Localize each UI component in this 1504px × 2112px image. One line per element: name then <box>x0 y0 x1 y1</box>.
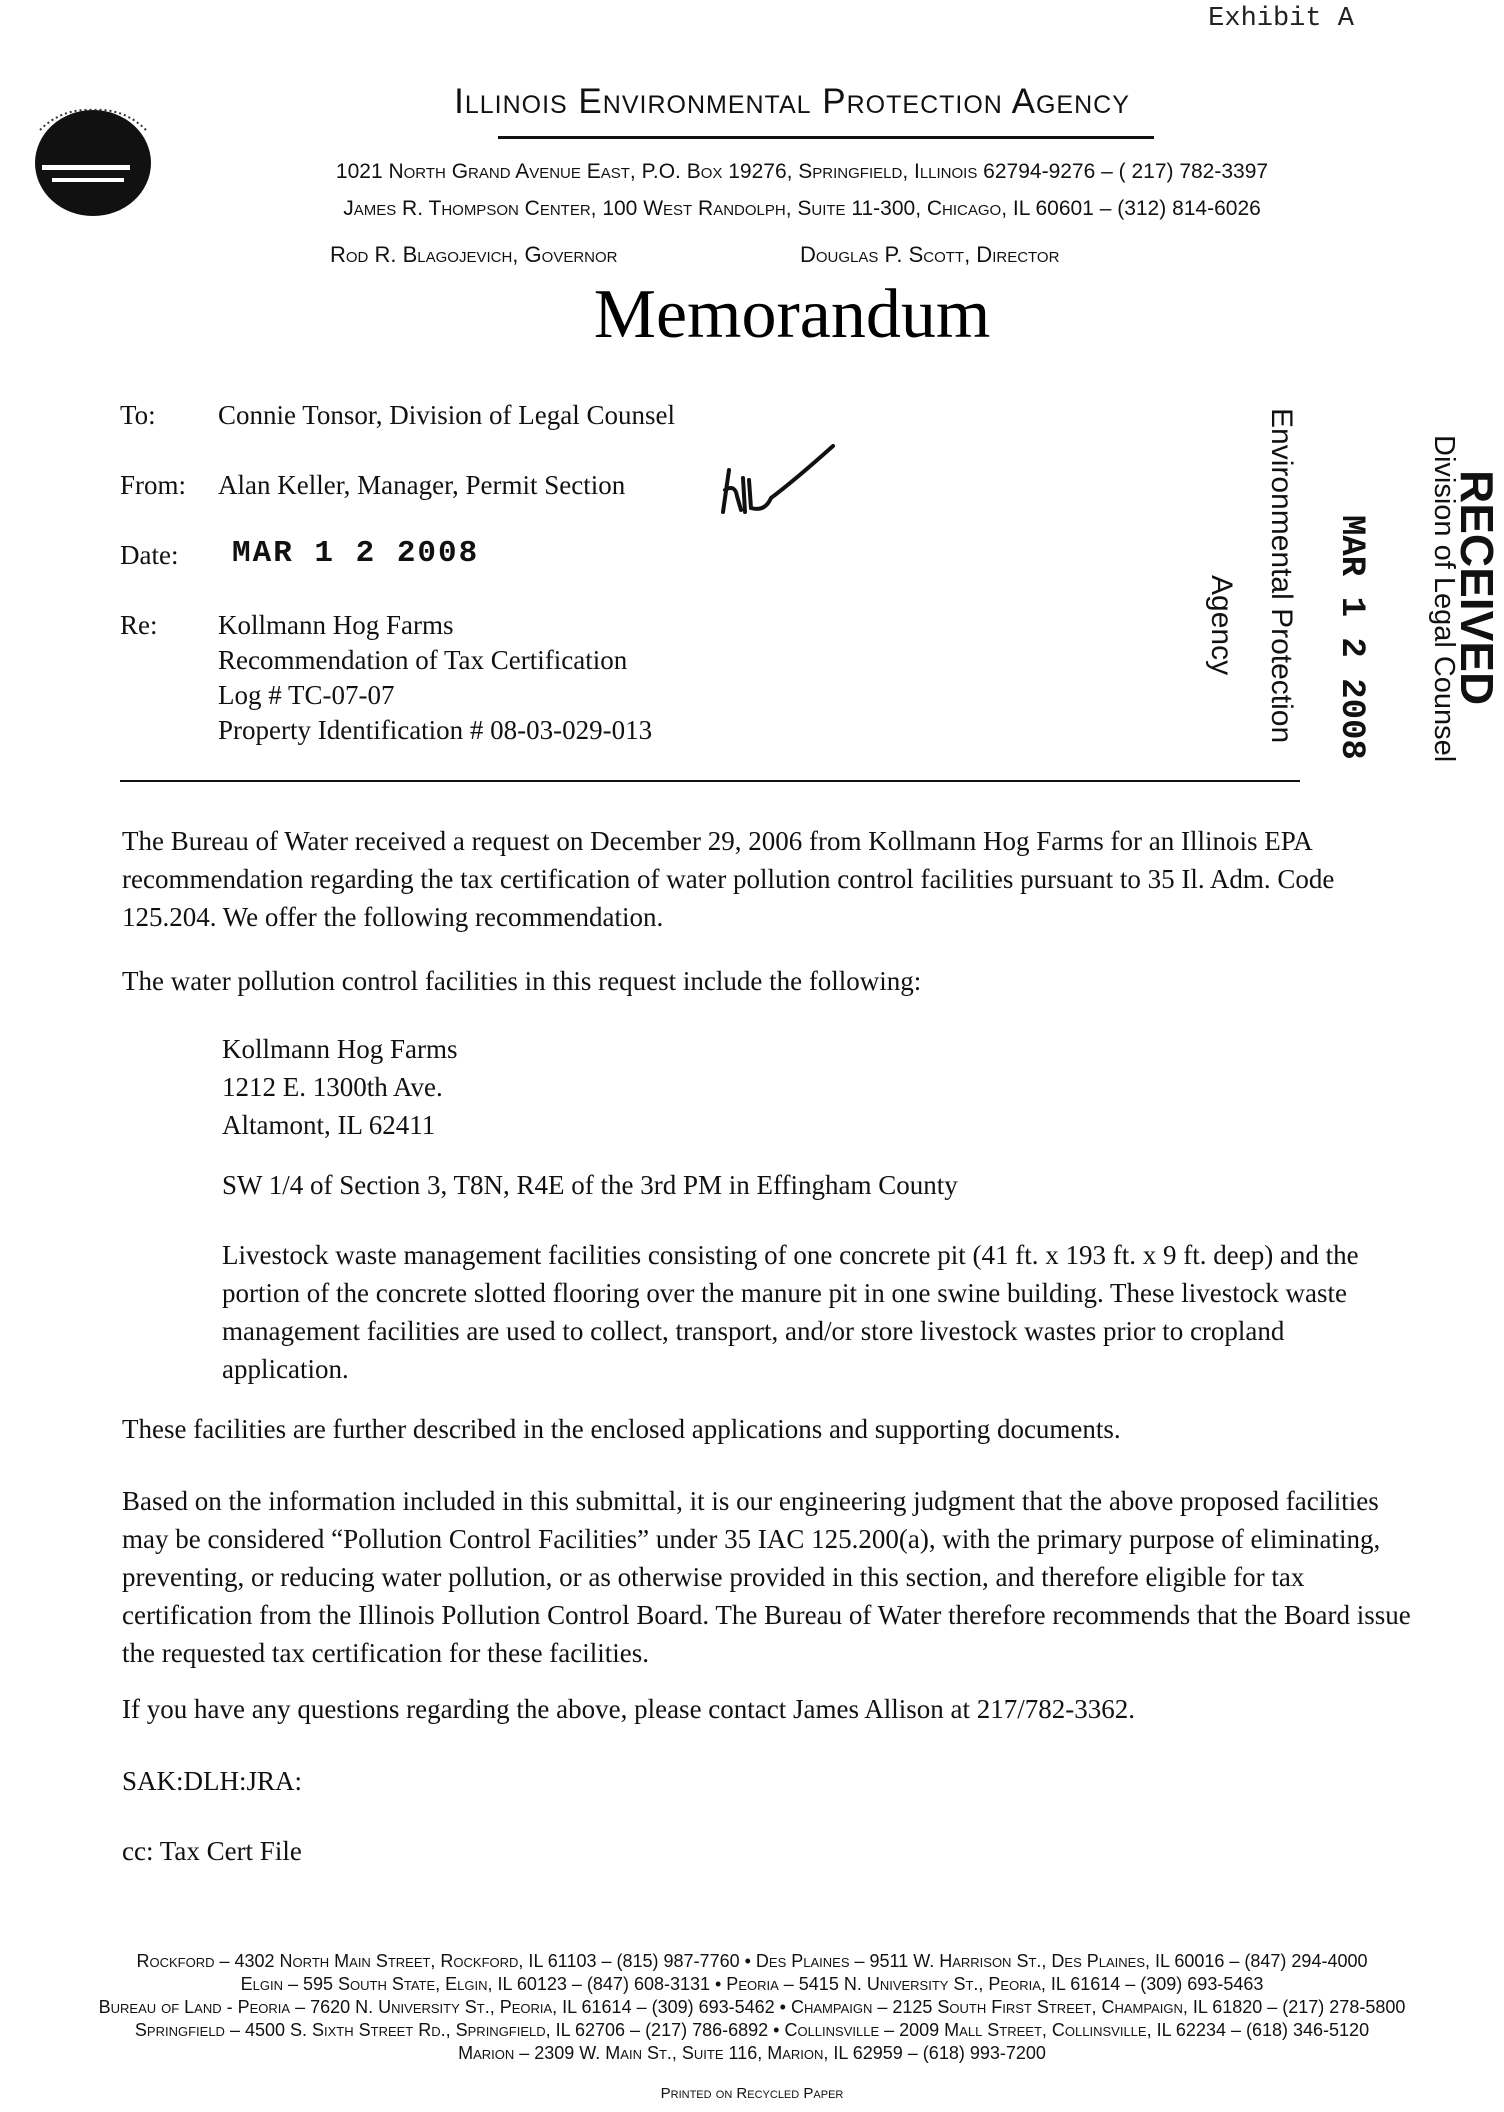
facility-address <box>222 1030 458 1144</box>
agency-address-chicago: James R. Thompson Center, 100 West Randolph, Suite 11-300, Chicago, IL 60601 – (312) 814-6026 <box>343 197 1261 220</box>
facility-location: SW 1/4 of Section 3, T8N, R4E of the 3rd PM in Effingham County <box>222 1170 958 1200</box>
cc-line: cc: Tax Cert File <box>122 1836 302 1866</box>
re-line-3: Log # TC-07-07 <box>218 680 395 710</box>
agency-address-springfield: 1021 North Grand Avenue East, P.O. Box 19276, Springfield, Illinois 62794-9276 – ( 217) 782-3397 <box>335 160 1269 183</box>
to-value: Connie Tonsor, Division of Legal Counsel <box>218 400 675 430</box>
governor-name: Rod R. Blagojevich, Governor <box>330 242 618 267</box>
facility-address-line-3: Altamont, IL 62411 <box>222 1110 436 1140</box>
date-stamp: MAR 1 2 2008 <box>232 536 480 571</box>
epa-stamp-line-2: Agency <box>1205 575 1238 676</box>
received-division: Division of Legal Counsel <box>1428 435 1460 763</box>
footer-offices-line-4: Springfield – 4500 S. Sixth Street Rd., Springfield, IL 62706 – (217) 786-6892 • Collinsville – 2009 Mall Street, Collinsville, IL 62234 – (618) 346-5120 <box>134 2020 1370 2040</box>
agency-rule <box>498 136 1154 139</box>
exhibit-label: Exhibit A <box>1208 4 1354 34</box>
facility-address-line-1: Kollmann Hog Farms <box>222 1034 458 1064</box>
footer-offices-line-5: Marion – 2309 W. Main St., Suite 116, Marion, IL 62959 – (618) 993-7200 <box>458 2043 1046 2063</box>
re-line-2: Recommendation of Tax Certification <box>218 645 628 675</box>
facility-description: Livestock waste management facilities consisting of one concrete pit (41 ft. x 193 ft. x 9 ft. deep) and the portion of the concrete slotted flooring over the manure pit in one swine building. These livestock waste management facilities are used to collect, transport, and/or store livestock wastes prior to cropland application. <box>222 1240 1359 1384</box>
received-stamp: RECEIVED <box>1451 470 1503 706</box>
from-label: From: <box>120 470 187 500</box>
recycled-paper-note: Printed on Recycled Paper <box>660 2085 844 2102</box>
footer-offices-line-1: Rockford – 4302 North Main Street, Rockford, IL 61103 – (815) 987-7760 • Des Plaines – 9511 W. Harrison St., Des Plaines, IL 60016 – (847) 294-4000 <box>136 1951 1368 1971</box>
from-value: Alan Keller, Manager, Permit Section <box>218 470 626 500</box>
re-label: Re: <box>120 610 158 640</box>
re-line-4: Property Identification # 08-03-029-013 <box>218 715 653 745</box>
date-label: Date: <box>120 540 179 570</box>
agency-name: Illinois Environmental Protection Agency <box>454 82 1130 121</box>
to-label: To: <box>120 400 156 430</box>
director-name: Douglas P. Scott, Director <box>800 242 1060 267</box>
paragraph-recommendation: Based on the information included in this submittal, it is our engineering judgment that the above proposed facilities may be considered “Pollution Control Facilities” under 35 IAC 125.200(a), with the primary purpose of eliminating, preventing, or reducing water pollution, or as otherwise provided in this section, and therefore eligible for tax certification from the Illinois Pollution Control Board. The Bureau of Water therefore recommends that the Board issue the requested tax certification for these facilities. <box>122 1486 1411 1668</box>
epa-stamp-line-1: Environmental Protection <box>1265 408 1298 744</box>
initials-line: SAK:DLH:JRA: <box>122 1766 303 1796</box>
received-date-stamp: MAR 1 2 2008 <box>1332 515 1370 760</box>
paragraph-facilities-intro: The water pollution control facilities in this request include the following: <box>122 966 922 996</box>
header-rule <box>120 780 1300 782</box>
paragraph-documents: These facilities are further described in the enclosed applications and supporting documents. <box>122 1414 1121 1444</box>
footer-offices-line-3: Bureau of Land - Peoria – 7620 N. University St., Peoria, IL 61614 – (309) 693-5462 • Champaign – 2125 South First Street, Champaign, IL 61820 – (217) 278-5800 <box>98 1997 1406 2017</box>
facility-address-line-2: 1212 E. 1300th Ave. <box>222 1072 443 1102</box>
footer-offices-line-2: Elgin – 595 South State, Elgin, IL 60123 – (847) 608-3131 • Peoria – 5415 N. University St., Peoria, IL 61614 – (309) 693-5463 <box>240 1974 1264 1994</box>
re-line-1: Kollmann Hog Farms <box>218 610 454 640</box>
paragraph-request: The Bureau of Water received a request on December 29, 2006 from Kollmann Hog Farms for an Illinois EPA recommendation regarding the tax certification of water pollution control facilities pursuant to 35 Il. Adm. Code 125.204. We offer the following recommendation. <box>122 826 1335 932</box>
memo-title: Memorandum <box>593 276 991 353</box>
signature-initials <box>715 440 845 535</box>
paragraph-contact: If you have any questions regarding the above, please contact James Allison at 217/782-3362. <box>122 1694 1135 1724</box>
